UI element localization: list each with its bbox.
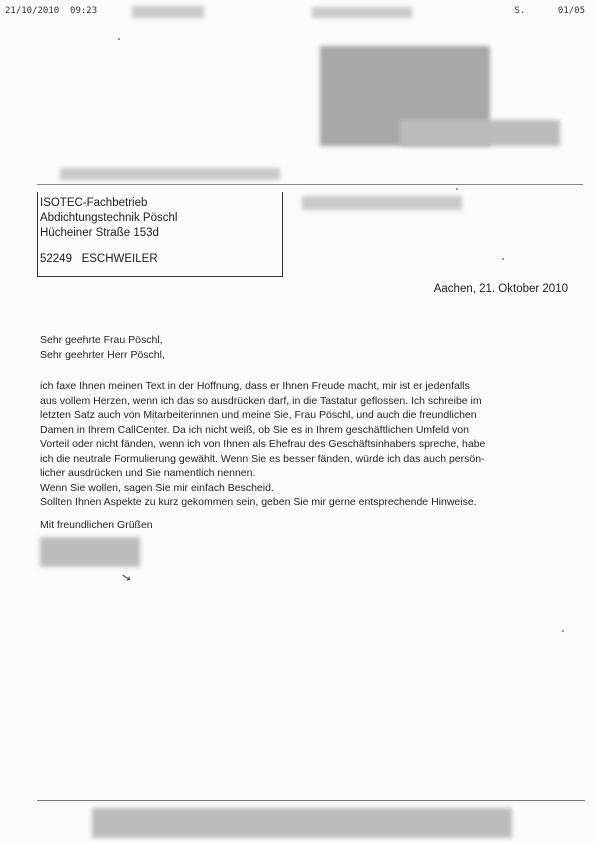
body-line: Wenn Sie wollen, sagen Sie mir einfach Bescheid.	[40, 481, 274, 494]
fax-page-number: 01/05	[557, 6, 585, 16]
body-line: Sollten Ihnen Aspekte zu kurz gekommen sein, geben Sie mir gerne entsprechende Hinweise.	[40, 496, 477, 508]
closing-greeting: Mit freundlichen Grüßen	[40, 519, 153, 531]
redacted-fax-number	[312, 7, 412, 18]
recipient-company: ISOTEC-Fachbetrieb	[40, 197, 148, 209]
fax-page-label: S.	[514, 6, 526, 16]
recipient-street: Hücheiner Straße 153d	[40, 227, 159, 239]
address-top-rule	[37, 184, 583, 185]
fax-speck	[118, 38, 120, 40]
recipient-city-line	[40, 253, 158, 265]
fax-speck	[456, 188, 458, 190]
recipient-department: Abdichtungstechnik Pöschl	[40, 212, 178, 224]
redacted-return-address	[60, 168, 280, 180]
fax-datetime: 21/10/2010 09:23	[5, 6, 98, 16]
redacted-sender-contact	[302, 196, 462, 210]
redacted-signature	[40, 537, 140, 567]
redacted-letterhead-line	[400, 120, 560, 146]
fax-speck	[562, 630, 564, 632]
letter-body	[40, 379, 580, 510]
pen-mark: ↘	[119, 569, 133, 585]
redacted-fax-sender	[132, 6, 204, 18]
footer-rule	[37, 800, 585, 801]
body-line: letzten Satz auch von Mitarbeiterinnen und meine Sie, Frau Pöschl, und auch die freundlichen	[40, 409, 477, 421]
body-line: Damen in Ihrem CallCenter. Da ich nicht weiß, ob Sie es in Ihrem geschäftlichen Umfeld von	[40, 423, 469, 436]
salutation-line: Sehr geehrter Herr Pöschl,	[40, 348, 165, 361]
fax-speck	[502, 258, 504, 260]
body-line: licher ausdrücken und Sie namentlich nennen.	[40, 467, 256, 479]
place-and-date: Aachen, 21. Oktober 2010	[433, 283, 568, 295]
recipient-postal-code: 52249	[40, 253, 72, 265]
recipient-city: ESCHWEILER	[81, 253, 158, 265]
body-line: ich faxe Ihnen meinen Text in der Hoffnung, dass er Ihnen Freude macht, mir ist er jedenfalls	[40, 380, 470, 392]
redacted-footer	[92, 808, 512, 838]
body-line: Vorteil oder nicht fänden, wenn ich von Ihnen als Ehefrau des Geschäftsinhabers spreche, habe	[40, 438, 486, 450]
fax-transmission-header	[5, 6, 585, 20]
salutation	[40, 333, 165, 362]
salutation-line: Sehr geehrte Frau Pöschl,	[40, 334, 163, 346]
body-line: ich die neutrale Formulierung gewählt. Wenn Sie es besser fänden, würde ich das auch persön-	[40, 452, 485, 465]
body-line: aus vollem Herzen, wenn ich das so ausdrücken darf, in die Tastatur geflossen. Ich schreibe im	[40, 394, 482, 407]
fax-page-counter	[515, 6, 585, 16]
